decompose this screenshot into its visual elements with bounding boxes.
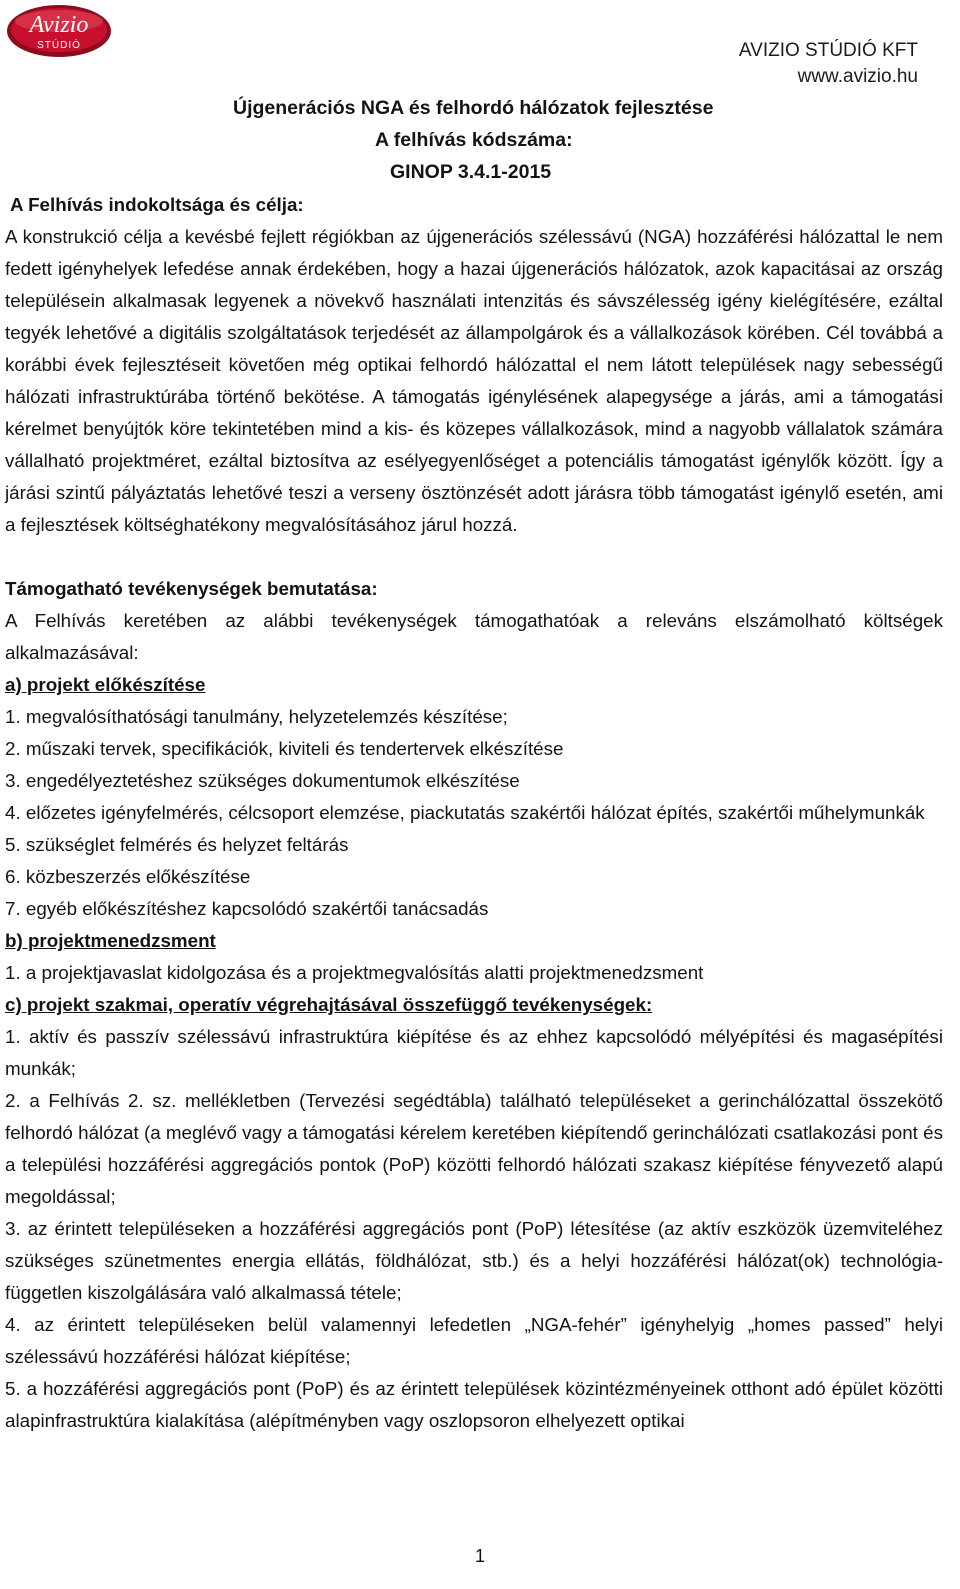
list-item: 4. előzetes igényfelmérés, célcsoport elemzése, piackutatás szakértői hálózat építés, szakértői műhelymunkák	[5, 802, 925, 823]
logo-subtext: STÚDIÓ	[37, 40, 81, 51]
subsection-c-heading: c) projekt szakmai, operatív végrehajtásával összefüggő tevékenységek:	[5, 994, 653, 1015]
company-name: AVIZIO STÚDIÓ KFT	[738, 40, 918, 61]
title-line3: GINOP 3.4.1-2015	[390, 161, 552, 183]
section1-heading: A Felhívás indokoltsága és célja:	[10, 194, 304, 215]
title-line2: A felhívás kódszáma:	[375, 129, 573, 151]
list-item: 1. megvalósíthatósági tanulmány, helyzetelemzés készítése;	[5, 706, 508, 727]
list-item: 2. műszaki tervek, specifikációk, kiviteli és tendertervek elkészítése	[5, 738, 564, 759]
list-item: 7. egyéb előkészítéshez kapcsolódó szakértői tanácsadás	[5, 898, 489, 919]
company-info	[739, 38, 918, 90]
list-item: 3. az érintett településeken a hozzáférési aggregációs pont (PoP) létesítése (az aktív eszközök üzemviteléhez szükséges szünetmentes energia ellátás, földhálózat, stb.) és a helyi hozzáférési hálózat(ok) technológia-független kiszolgálására való alkalmassá tétele;	[5, 1218, 943, 1303]
logo-text: Avizio	[29, 12, 89, 38]
list-item: 4. az érintett településeken belül valamennyi lefedetlen „NGA-fehér” igényhelyig „homes passed” helyi szélessávú hozzáférési hálózat kiépítése;	[5, 1314, 943, 1367]
list-item: 5. szükséglet felmérés és helyzet feltárás	[5, 834, 349, 855]
list-item: 2. a Felhívás 2. sz. mellékletben (Tervezési segédtábla) található településeket a gerinchálózattal összekötő felhordó hálózat (a meglévő vagy a támogatási kérelem keretében kiépítendő gerinchálózati csatlakozási pont és a települési hozzáférési aggregációs pontok (PoP) közötti felhordó hálózati szakasz kiépítése fényvezető alapú megoldással;	[5, 1090, 943, 1207]
title-line1: Újgenerációs NGA és felhordó hálózatok fejlesztése	[233, 97, 714, 119]
list-item: 1. aktív és passzív szélessávú infrastruktúra kiépítése és az ehhez kapcsolódó mélyépítési és magasépítési munkák;	[5, 1026, 943, 1079]
title-block	[0, 92, 960, 188]
section2-heading: Támogatható tevékenységek bemutatása:	[5, 578, 378, 599]
document-body	[5, 189, 943, 1437]
company-website[interactable]: www.avizio.hu	[797, 66, 918, 87]
list-item: 6. közbeszerzés előkészítése	[5, 866, 251, 887]
subsection-a-heading: a) projekt előkészítése	[5, 674, 206, 695]
list-item: 1. a projektjavaslat kidolgozása és a projektmegvalósítás alatti projektmenedzsment	[5, 962, 704, 983]
list-item: 3. engedélyeztetéshez szükséges dokumentumok elkészítése	[5, 770, 520, 791]
list-item: 5. a hozzáférési aggregációs pont (PoP) és az érintett települések közintézményeinek otthont adó épület közötti alapinfrastruktúra kialakítása (alépítményben vagy oszlopsoron elhelyezett optikai	[5, 1378, 943, 1431]
section1-paragraph: A konstrukció célja a kevésbé fejlett régiókban az újgenerációs szélessávú (NGA) hozzáférési hálózattal le nem fedett igényhelyek lefedése annak érdekében, hogy a hazai újgenerációs hálózatok, azok kapacitásai az ország településein alkalmasak legyenek a növekvő használati intenzitás és sávszélesség igény kielégítésére, ezáltal tegyék lehetővé a digitális szolgáltatások terjedését az állampolgárok és a vállalkozások körében. Cél továbbá a korábbi évek fejlesztéseit követően még optikai felhordó hálózattal el nem látott települések nagy sebességű hálózati infrastruktúrába történő bekötése. A támogatás igénylésének alapegysége a járás, ami a támogatási kérelmet benyújtók köre tekintetében mind a kis- és közepes vállalkozások, mind a nagyobb vállalatok számára vállalható projektméret, ezáltal biztosítva az esélyegyenlőséget a potenciális támogatást igénylők között. Így a járási szintű pályáztatás lehetővé teszi a verseny ösztönzését adott járásra több támogatást igénylő esetén, ami a fejlesztések költséghatékony megvalósításához járul hozzá.	[5, 226, 943, 535]
avizio-logo	[5, 3, 113, 59]
page-number: 1	[474, 1546, 485, 1566]
subsection-b-heading: b) projektmenedzsment	[5, 930, 216, 951]
section2-intro: A Felhívás keretében az alábbi tevékenységek támogathatóak a releváns elszámolható költségek alkalmazásával:	[5, 610, 943, 663]
